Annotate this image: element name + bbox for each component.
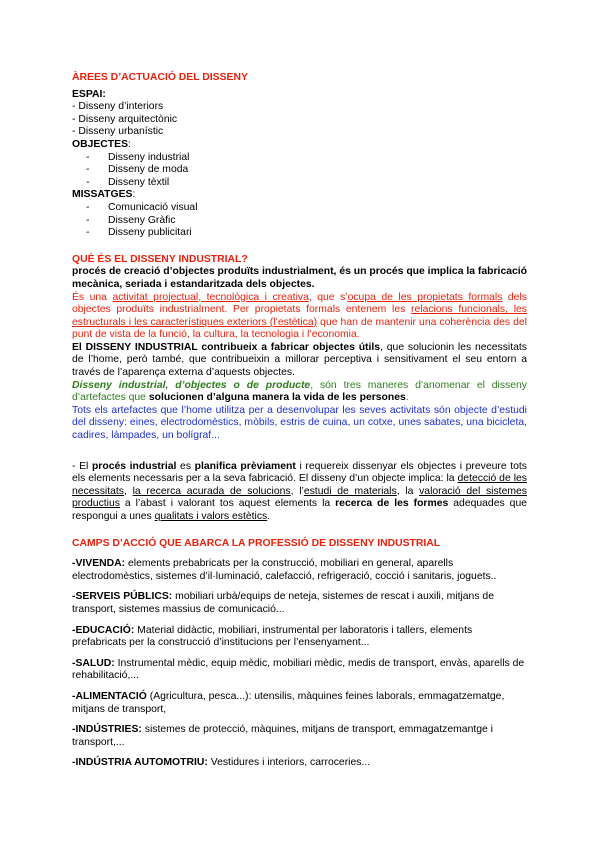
camp-educacio: -EDUCACIÓ: Material didàctic, mobiliari, instrumental per laboratoris i tallers, elements prefabricats per la construcció d’institucions per l’ensenyament... — [72, 624, 473, 649]
camp-salud: -SALUD: Instrumental mèdic, equip mèdic, mobiliari mèdic, medis de transport, envàs, aparells de rehabilitació,... — [72, 657, 525, 682]
activity-paragraph: És una activitat projectual, tecnològica i creativa, que s’ocupa de les propietats formals dels objectes produïts industrialment. Per propietats formals entenem les relacions funcionals, les estructurals i les característiques exteriors (l’estètica) que han de mantenir una coherència des del punt de vista de la funció, la cultura, la tecnologia i l’economia. — [72, 291, 527, 341]
espai-item: - Disseny arquitectònic — [72, 113, 178, 125]
objectes-item: - Disseny tèxtil — [86, 176, 170, 188]
document-page — [72, 72, 527, 770]
areas-title: ÀREES D’ACTUACIÓ DEL DISSENY — [72, 72, 248, 83]
camp-vivenda: -VIVENDA: elements prebabricats per la construcció, mobiliari en general, aparells electrodomèstics, sistemes d’il·luminació, calefacció, refrigeració, cocció i sanitaris, joguets.. — [72, 558, 497, 582]
missatges-item: - Disseny publicitari — [86, 227, 192, 239]
camps-title: CAMPS D’ACCIÓ QUE ABARCA LA PROFESSIÓ DE DISSENY INDUSTRIAL — [72, 537, 441, 549]
missatges-item: - Comunicació visual — [86, 201, 198, 213]
espai-label: ESPAI: — [72, 88, 106, 100]
objectes-heading: OBJECTES: — [72, 138, 131, 150]
process-paragraph: - El procés industrial es planifica prèviament i requereix dissenyar els objectes i preveure tots els elements necessaris per a la seva fabricació. El disseny d’un objecte implica: la detecció de les necessitats, la recerca acurada de solucions, l’estudi de materials, la valoració del sistemes productius a l’abast i valorant tos aquest elements la recerca de les formes adequades que respongui a unes qualitats i valors estètics. — [72, 460, 527, 522]
artefacts-paragraph: Tots els artefactes que l’home utilitza per a desenvolupar les seves activitats són objecte d’estudi del disseny: eines, electrodomèstics, mòbils, estris de cuina, un cotxe, unes sabates, una bicicleta, cadires, làmpades, un bolígraf... — [72, 404, 527, 442]
contribution-paragraph: El DISSENY INDUSTRIAL contribueix a fabricar objectes útils, que solucionin les necessitats de l’home, però també, que contribueixin a millorar perceptiva i sensitivament el seu entorn a través de l’aparença externa d’aquests objectes. — [72, 341, 527, 379]
que-es-title: QUÈ ÉS EL DISSENY INDUSTRIAL? — [72, 253, 248, 265]
camp-alimentacio: -ALIMENTACIÓ (Agricultura, pesca...): utensilis, màquines feines laborals, emmagatzematge, mitjans de transport, — [72, 690, 505, 715]
camp-serveis-publics: -SERVEIS PÚBLICS: mobiliari urbà/equips de neteja, sistemes de rescat i auxili, mitjans de transport, sistemes massius de comunicació... — [72, 591, 494, 615]
objectes-item: - Disseny industrial — [86, 151, 190, 163]
definition-paragraph: procés de creació d’objectes produïts industrialment, és un procés que implica la fabricació mecànica, seriada i estandaritzada dels objectes. — [72, 266, 528, 290]
camp-industria-automotriu: -INDÚSTRIA AUTOMOTRIU: Vestidures i interiors, carroceries... — [72, 757, 371, 769]
missatges-heading: MISSATGES: — [72, 189, 136, 201]
camp-industries: -INDÚSTRIES: sistemes de protecció, màquines, mitjans de transport, emmagatzemantge i transport,... — [72, 724, 493, 748]
espai-item: - Disseny urbanístic — [72, 126, 164, 138]
espai-item: - Disseny d’interiors — [72, 101, 164, 113]
names-paragraph: Disseny industrial, d’objectes o de producte, són tres maneres d’anomenar el disseny d’artefactes que solucionen d’alguna manera la vida de les persones. — [72, 379, 528, 404]
missatges-item: - Disseny Gràfic — [86, 214, 176, 226]
objectes-item: - Disseny de moda — [86, 164, 189, 176]
